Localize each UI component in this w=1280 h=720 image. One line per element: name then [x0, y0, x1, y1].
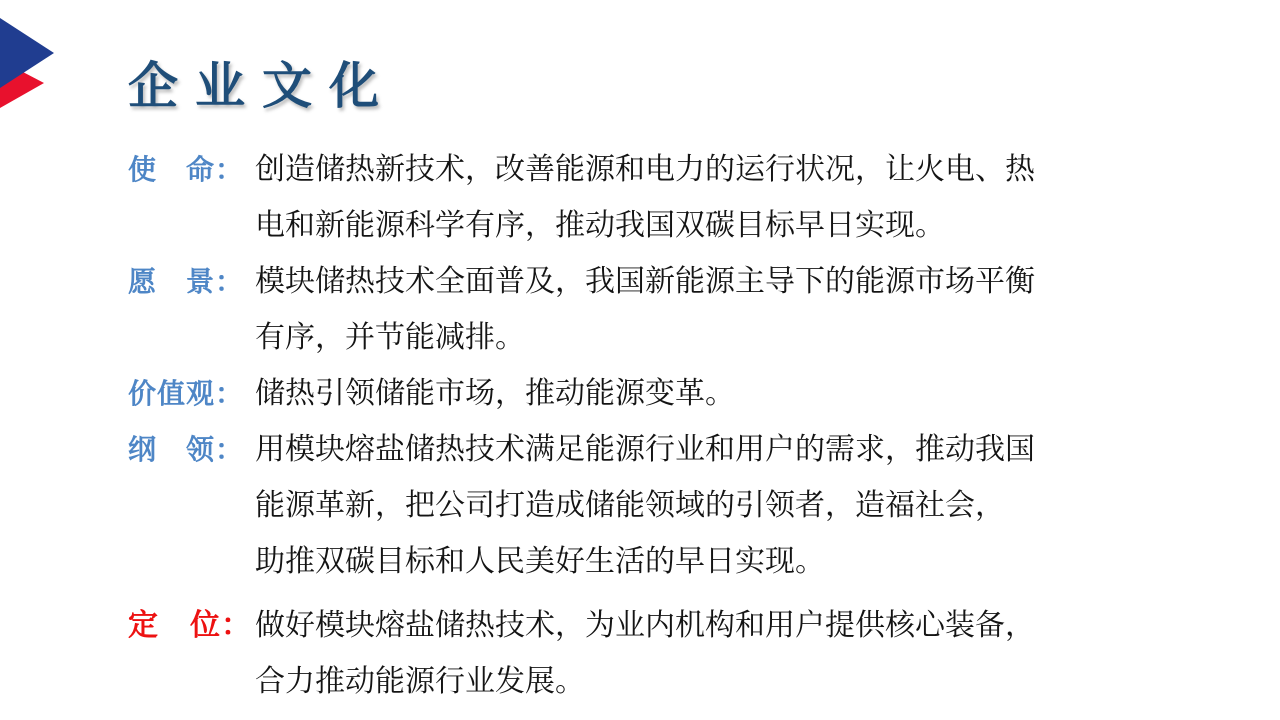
text-line: 做好模块熔盐储热技术，为业内机构和用户提供核心装备， [255, 609, 1035, 642]
text-line: 有序，并节能减排。 [255, 321, 525, 354]
section-program-text [255, 422, 1158, 590]
section-program [128, 422, 1158, 590]
section-mission [128, 142, 1158, 254]
text-line: 创造储热新技术，改善能源和电力的运行状况，让火电、热 [255, 153, 1035, 186]
section-positioning-label: 定 位： [128, 609, 252, 642]
section-mission-text [255, 142, 1158, 254]
section-values-label: 价值观： [128, 378, 245, 409]
section-vision-text [255, 254, 1158, 366]
text-line: 合力推动能源行业发展。 [255, 665, 585, 698]
corner-arrow-decoration [0, 0, 60, 115]
text-line: 模块储热技术全面普及，我国新能源主导下的能源市场平衡 [255, 265, 1035, 298]
text-line: 电和新能源科学有序，推动我国双碳目标早日实现。 [255, 209, 945, 242]
section-vision-label: 愿 景： [128, 266, 245, 297]
page-title: 企业文化 [128, 58, 396, 114]
section-mission-label: 使 命： [128, 154, 245, 185]
text-line: 储热引领储能市场，推动能源变革。 [255, 377, 735, 410]
section-values-text [255, 366, 1158, 422]
section-vision [128, 254, 1158, 366]
culture-sections [128, 142, 1158, 710]
text-line: 能源革新，把公司打造成储能领域的引领者，造福社会， [255, 489, 1005, 522]
section-positioning-text [255, 598, 1158, 710]
text-line: 助推双碳目标和人民美好生活的早日实现。 [255, 545, 825, 578]
text-line: 用模块熔盐储热技术满足能源行业和用户的需求，推动我国 [255, 433, 1035, 466]
section-values [128, 366, 1158, 422]
section-program-label: 纲 领： [128, 434, 245, 465]
section-positioning [128, 598, 1158, 710]
